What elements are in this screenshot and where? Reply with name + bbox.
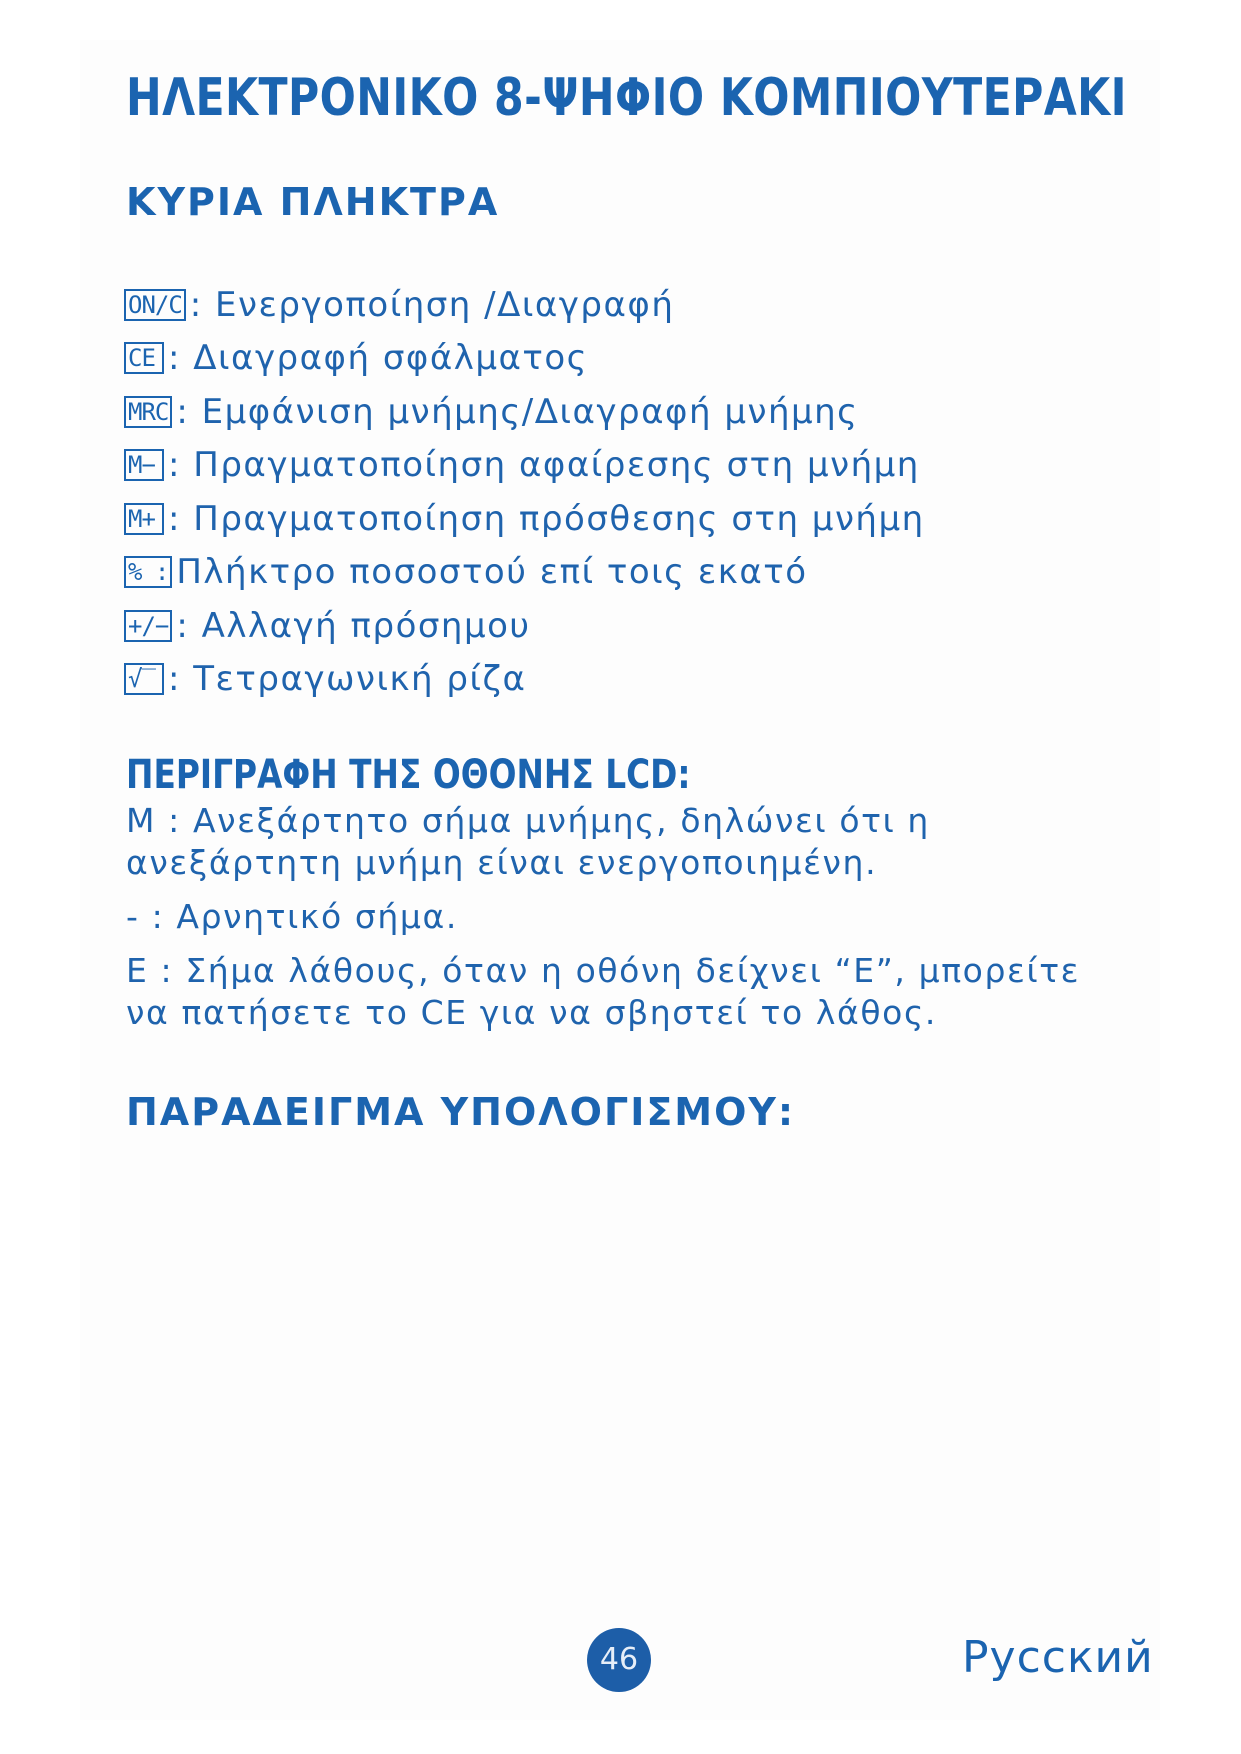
key-m-plus-desc: : Πραγματοποίηση πρόσθεσης στη μνήμη	[168, 498, 925, 539]
lcd-line-negative: - : Αρνητικό σήμα.	[126, 897, 458, 936]
key-mrc-desc: : Εμφάνιση μνήμης/Διαγραφή μνήμης	[176, 391, 859, 432]
key-item-onc	[124, 278, 925, 332]
lcd-line-memory: M : Ανεξάρτητο σήμα μνήμης, δηλώνει ότι η ανεξάρτητη μνήμη είναι ενεργοποιημένη.	[126, 801, 930, 882]
key-m-minus-label: M−	[124, 449, 164, 481]
key-item-mrc	[124, 385, 925, 439]
key-mrc-label: MRC	[124, 396, 172, 428]
example-heading: ΠΑΡΑΔΕΙΓΜΑ ΥΠΟΛΟΓΙΣΜΟΥ:	[126, 1090, 796, 1134]
key-item-m-minus	[124, 439, 925, 493]
key-item-sign	[124, 599, 925, 653]
keys-list	[124, 278, 925, 706]
key-onc-label: ON/C	[124, 289, 186, 321]
key-item-ce	[124, 332, 925, 386]
lcd-line-error: E : Σήμα λάθους, όταν η οθόνη δείχνει “E”, μπορείτε να πατήσετε το CE για να σβηστεί το λάθος.	[126, 951, 1081, 1032]
keys-heading: ΚΥΡΙΑ ΠΛΗΚΤΡΑ	[126, 180, 500, 224]
key-sqrt-desc: : Τετραγωνική ρίζα	[168, 659, 527, 700]
lcd-heading: ΠΕΡΙΓΡΑΦΗ ΤΗΣ ΟΘΟΝΗΣ LCD:	[126, 752, 691, 798]
key-item-sqrt	[124, 653, 925, 707]
key-sqrt-label: √‾	[124, 663, 164, 695]
key-onc-desc: : Ενεργοποίηση /Διαγραφή	[189, 284, 675, 325]
lcd-description	[126, 800, 1116, 1046]
key-percent-desc: Πλήκτρο ποσοστού επί τοις εκατό	[176, 552, 808, 593]
key-m-minus-desc: : Πραγματοποίηση αφαίρεσης στη μνήμη	[168, 445, 920, 486]
key-item-m-plus	[124, 492, 925, 546]
key-sign-desc: : Αλλαγή πρόσημου	[176, 605, 531, 646]
footer-language: Русский	[962, 1632, 1154, 1683]
key-ce-label: CE	[124, 342, 164, 374]
page-number-badge: 46	[587, 1628, 651, 1692]
page-title: ΗΛΕΚΤΡΟΝΙΚΟ 8-ΨΗΦΙΟ ΚΟΜΠΙΟΥΤΕΡΑΚΙ	[126, 68, 1127, 128]
key-m-plus-label: M+	[124, 503, 164, 535]
key-ce-desc: : Διαγραφή σφάλματος	[168, 338, 589, 379]
key-item-percent	[124, 546, 925, 600]
key-percent-label: % :	[124, 556, 172, 588]
key-sign-label: +/−	[124, 610, 172, 642]
